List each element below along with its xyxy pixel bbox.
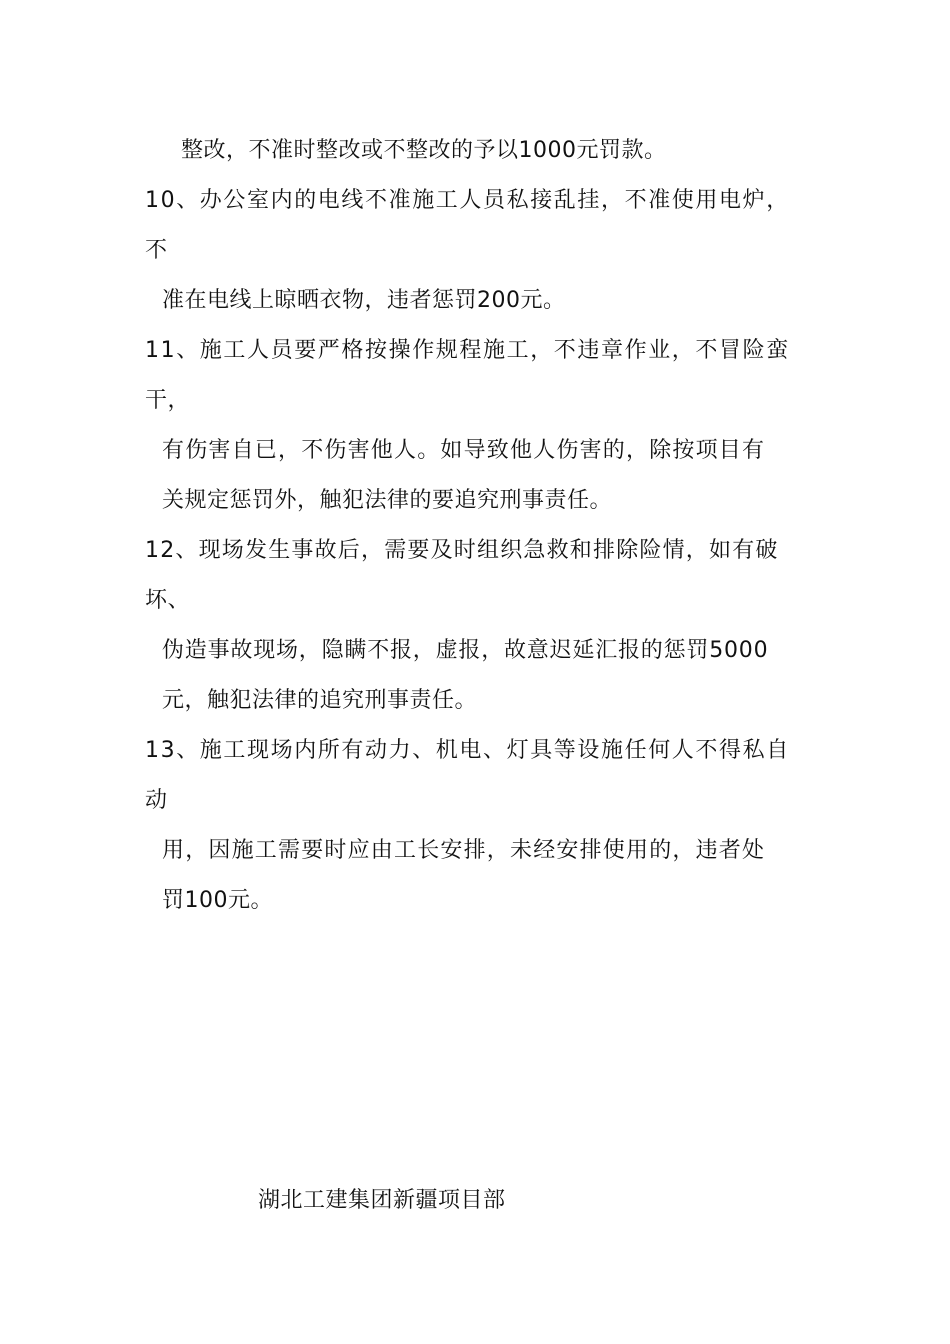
text-line: 罚100元。 — [162, 888, 273, 913]
text-line: 有伤害自已，不伤害他人。如导致他人伤害的，除按项目有 — [162, 438, 766, 463]
rule-13-line: 13、施工现场内所有动力、机电、灯具等设施任何人不得私自 — [145, 738, 790, 763]
text-line: 准在电线上晾晒衣物，违者惩罚200元。 — [162, 288, 566, 313]
text-line: 坏、 — [145, 588, 191, 613]
text-line: 元，触犯法律的追究刑事责任。 — [162, 688, 478, 713]
text-line: 用，因施工需要时应由工长安排，未经安排使用的，违者处 — [162, 838, 766, 863]
text-line: 动 — [145, 788, 168, 813]
text-line: 伪造事故现场，隐瞒不报，虚报，故意迟延汇报的惩罚5000 — [162, 638, 769, 663]
rule-10-line: 10、办公室内的电线不准施工人员私接乱挂，不准使用电炉， — [145, 188, 790, 213]
text-line: 关规定惩罚外，触犯法律的要追究刑事责任。 — [162, 488, 613, 513]
rule-11-line: 11、施工人员要严格按操作规程施工，不违章作业，不冒险蛮 — [145, 338, 790, 363]
signature: 湖北工建集团新疆项目部 — [258, 1188, 506, 1213]
rule-12-line: 12、现场发生事故后，需要及时组织急救和排除险情，如有破 — [145, 538, 779, 563]
text-line: 整改，不准时整改或不整改的予以1000元罚款。 — [181, 138, 667, 163]
text-line: 不 — [145, 238, 168, 263]
text-line: 干， — [145, 388, 191, 413]
